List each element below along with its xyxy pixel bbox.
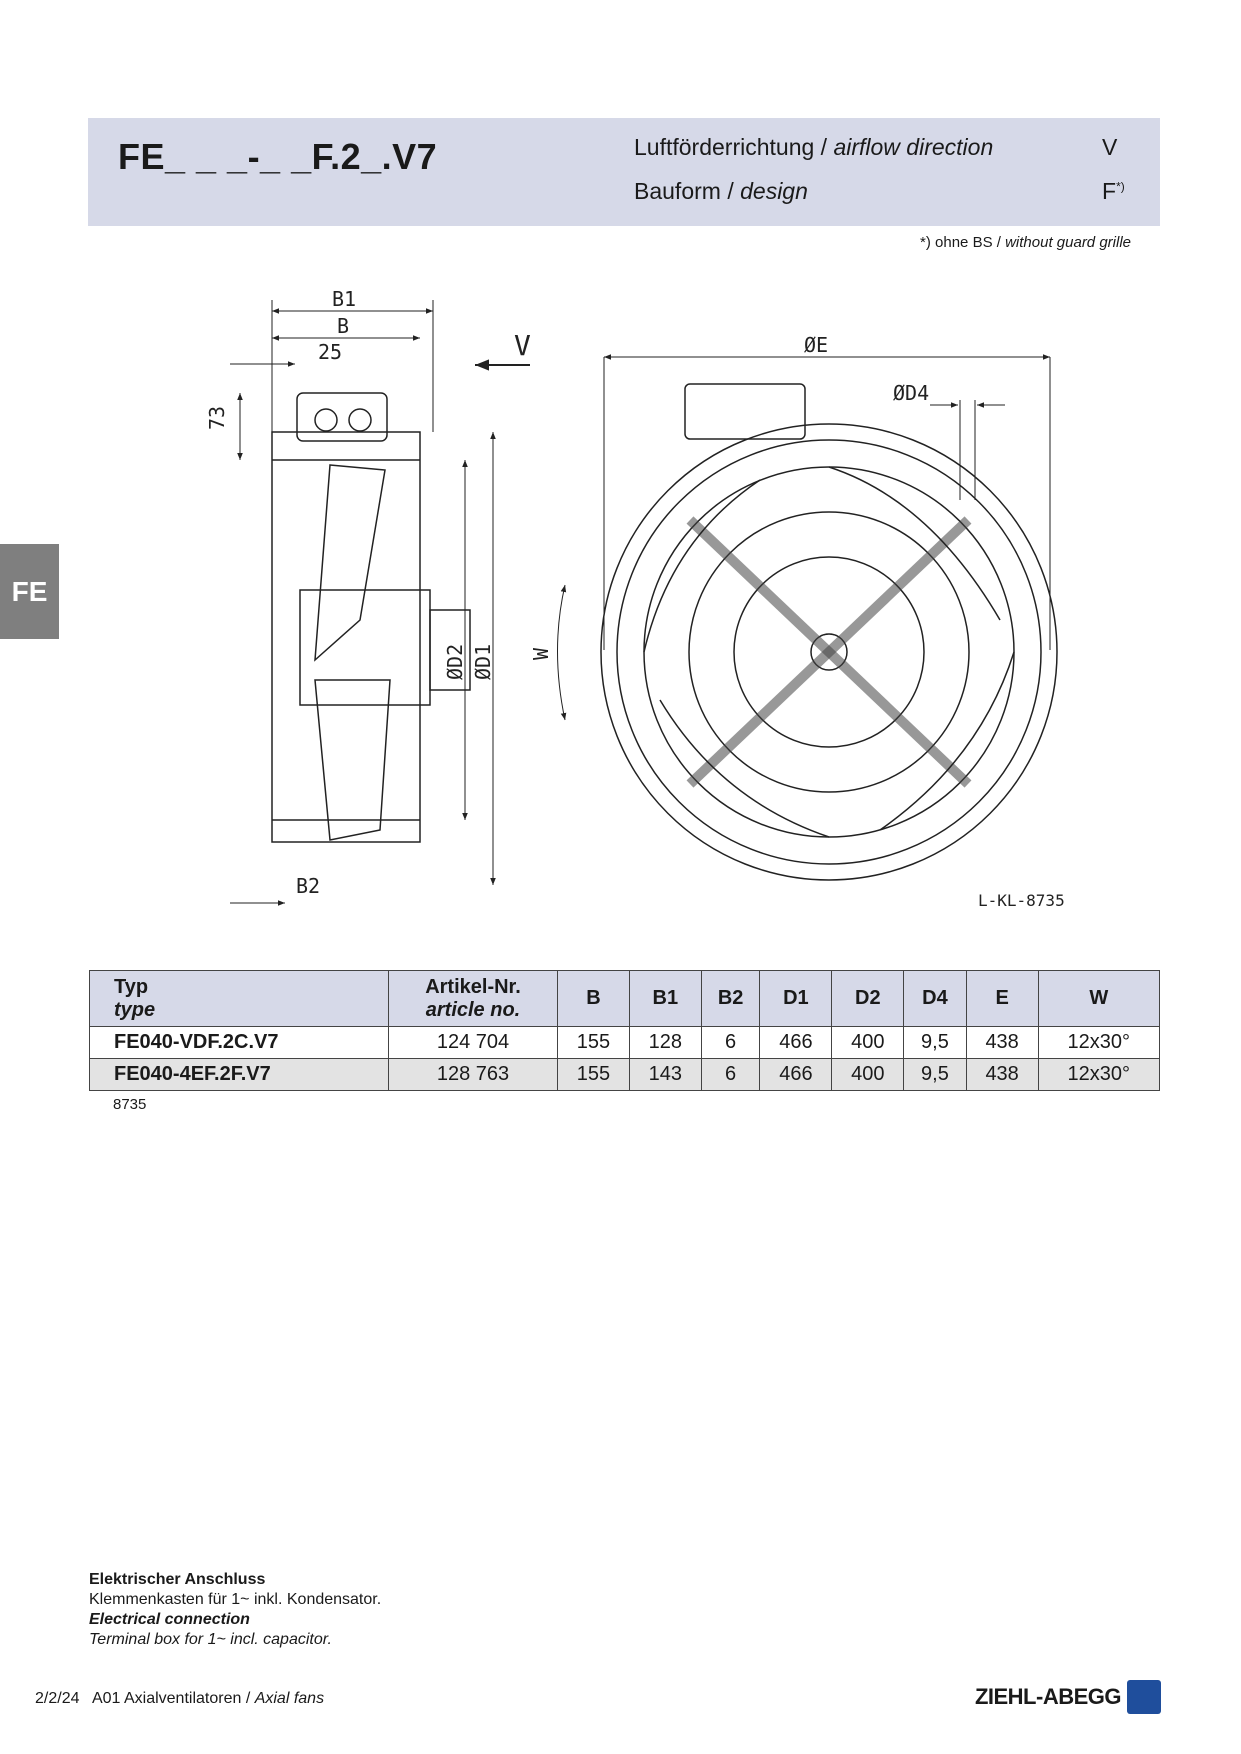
electrical-title-en: Electrical connection [89, 1611, 250, 1628]
col-w: W [1038, 971, 1159, 1027]
dim-d4: ØD4 [893, 381, 930, 405]
cell-typ: FE040-VDF.2C.V7 [90, 1027, 389, 1059]
cell-b: 155 [558, 1027, 630, 1059]
electrical-text-en: Terminal box for 1~ incl. capacitor. [89, 1631, 332, 1648]
blade-arc-2 [880, 652, 1014, 830]
col-d2: D2 [832, 971, 904, 1027]
blade-arc-1 [829, 467, 1000, 620]
cell-art: 124 704 [389, 1027, 558, 1059]
electrical-title-de: Elektrischer Anschluss [89, 1571, 266, 1588]
cell-b1: 128 [629, 1027, 701, 1059]
cell-art: 128 763 [389, 1059, 558, 1091]
spec-table [89, 970, 1160, 1091]
col-d4: D4 [904, 971, 966, 1027]
airflow-value: V [1102, 134, 1118, 160]
fan-housing-side [272, 432, 420, 842]
dim-w: W [529, 647, 553, 660]
table-header-row [90, 971, 1160, 1027]
dim-e: ØE [804, 333, 829, 357]
cell-typ: FE040-4EF.2F.V7 [90, 1059, 389, 1091]
brand-logo-icon [1127, 1680, 1161, 1714]
electrical-connection [89, 1570, 381, 1650]
header-band [88, 118, 1160, 226]
table-ref: 8735 [113, 1096, 147, 1113]
footer [35, 1690, 324, 1708]
design-label: Bauform / design [634, 178, 808, 204]
brand-logo [975, 1680, 1161, 1714]
col-b: B [558, 971, 630, 1027]
dim-d2: ØD2 [443, 643, 467, 680]
col-d1: D1 [760, 971, 832, 1027]
design-value: F*) [1102, 178, 1125, 204]
dim-25: 25 [318, 340, 343, 364]
cell-d2: 400 [832, 1059, 904, 1091]
table-row [90, 1027, 1160, 1059]
cell-e: 438 [966, 1059, 1038, 1091]
col-b2: B2 [701, 971, 760, 1027]
dim-b1: B1 [332, 287, 357, 311]
col-e: E [966, 971, 1038, 1027]
cell-d1: 466 [760, 1059, 832, 1091]
cell-d4: 9,5 [904, 1027, 966, 1059]
section-tab: FE [0, 544, 59, 639]
cell-b2: 6 [701, 1027, 760, 1059]
airflow-label: Luftförderrichtung / airflow direction [634, 134, 994, 160]
col-artikel: Artikel-Nr. article no. [389, 971, 558, 1027]
electrical-text-de: Klemmenkasten für 1~ inkl. Kondensator. [89, 1591, 382, 1608]
blade-upper [315, 465, 385, 660]
dim-73: 73 [205, 405, 229, 430]
col-typ: Typ type [90, 971, 389, 1027]
cell-e: 438 [966, 1027, 1038, 1059]
guard-grille-note: *) ohne BS / without guard grille [920, 234, 1131, 251]
col-b1: B1 [629, 971, 701, 1027]
section-name: A01 Axialventilatoren / Axial fans [91, 1690, 325, 1707]
model-code: FE_ _ _-_ _F.2_.V7 [118, 136, 438, 177]
blade-lower [315, 680, 390, 840]
dim-b: B [337, 314, 350, 338]
drawing-ref: L-KL-8735 [978, 891, 1065, 910]
table-row [90, 1059, 1160, 1091]
dim-d1: ØD1 [471, 643, 495, 680]
cell-b2: 6 [701, 1059, 760, 1091]
cell-d1: 466 [760, 1027, 832, 1059]
cell-d4: 9,5 [904, 1059, 966, 1091]
cell-b: 155 [558, 1059, 630, 1091]
brand-name: ZIEHL-ABEGG [974, 1684, 1121, 1709]
terminal-box [297, 393, 387, 441]
cell-w: 12x30° [1038, 1059, 1159, 1091]
dim-b2: B2 [296, 874, 321, 898]
cell-b1: 143 [629, 1059, 701, 1091]
terminal-box-front [685, 384, 805, 439]
page-number: 2/2/24 [35, 1690, 80, 1707]
dim-v: V [514, 329, 531, 362]
cell-w: 12x30° [1038, 1027, 1159, 1059]
cell-d2: 400 [832, 1027, 904, 1059]
technical-drawing [0, 280, 1241, 920]
